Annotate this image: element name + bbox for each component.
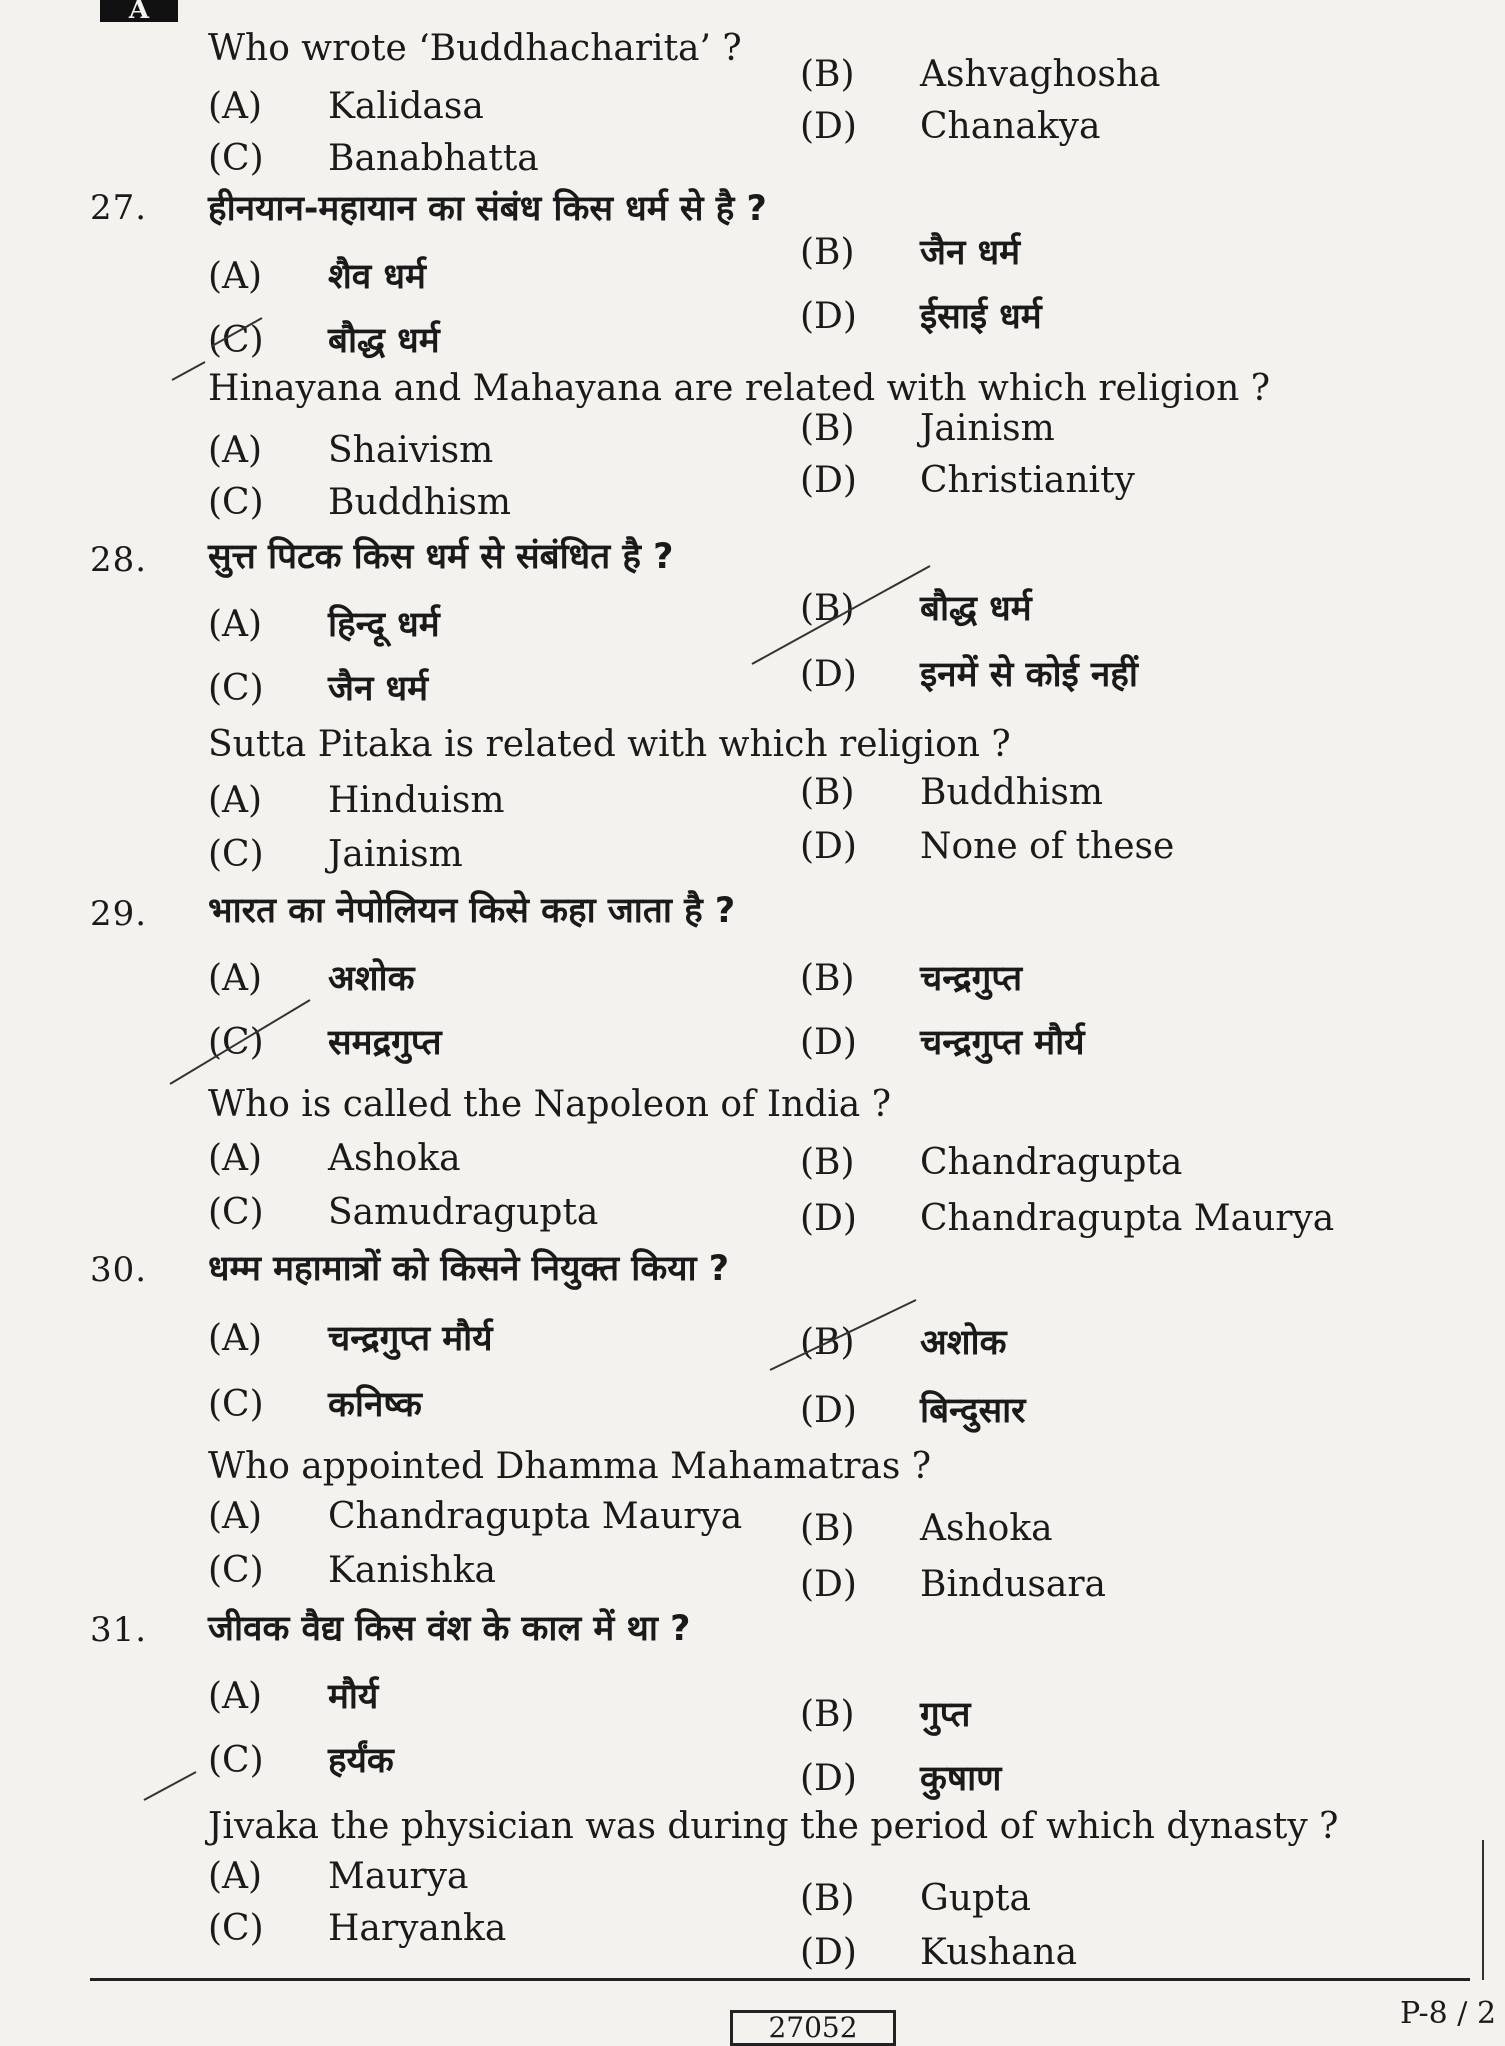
- booklet-code: 27052: [730, 2010, 896, 2046]
- option-text: कुषाण: [920, 1759, 1002, 1799]
- option-label: (D): [800, 654, 857, 695]
- option-label: (C): [208, 1192, 264, 1233]
- q26-stem-en: Who wrote ‘Buddhacharita’ ?: [208, 28, 742, 69]
- option-label: (B): [800, 772, 855, 813]
- option-label: (B): [800, 1878, 855, 1919]
- option-text: कनिष्क: [328, 1385, 422, 1425]
- q31-stem-en: Jivaka the physician was during the period of which dynasty ?: [208, 1806, 1339, 1847]
- option-label: (C): [208, 1550, 264, 1591]
- q30-stem-en: Who appointed Dhamma Mahamatras ?: [208, 1446, 932, 1487]
- page-number: P-8 / 2: [1400, 1996, 1497, 2031]
- option-label: (C): [208, 138, 264, 179]
- option-text: बौद्ध धर्म: [920, 589, 1032, 629]
- tick-mark-q30: [770, 1300, 916, 1370]
- option-label: (C): [208, 834, 264, 875]
- option-label: (C): [208, 1740, 264, 1781]
- tick-mark-q27: [212, 318, 262, 346]
- option-text: Banabhatta: [328, 138, 539, 179]
- option-text: बौद्ध धर्म: [328, 321, 440, 361]
- option-label: (B): [800, 54, 855, 95]
- option-text: चन्द्रगुप्त: [920, 959, 1023, 999]
- option-text: Samudragupta: [328, 1192, 599, 1233]
- option-label: (A): [208, 1676, 263, 1717]
- option-text: Kushana: [920, 1932, 1078, 1973]
- q29-stem-en: Who is called the Napoleon of India ?: [208, 1084, 891, 1125]
- option-label: (B): [800, 588, 855, 629]
- option-label: (D): [800, 1022, 857, 1063]
- option-label: (C): [208, 1022, 264, 1063]
- option-text: Gupta: [920, 1878, 1031, 1919]
- option-label: (C): [208, 482, 264, 523]
- option-label: (C): [208, 1384, 264, 1425]
- option-text: Maurya: [328, 1856, 469, 1897]
- tick-mark-q27-margin: [172, 362, 205, 380]
- option-text: हर्यंक: [328, 1741, 394, 1781]
- option-text: Bindusara: [920, 1564, 1106, 1605]
- option-text: शैव धर्म: [328, 257, 426, 297]
- option-label: (C): [208, 1908, 264, 1949]
- option-label: (D): [800, 296, 857, 337]
- option-text: Buddhism: [328, 482, 512, 523]
- option-text: समद्रगुप्त: [328, 1023, 442, 1063]
- option-label: (C): [208, 320, 264, 361]
- option-text: Chandragupta Maurya: [328, 1496, 743, 1537]
- option-label: (D): [800, 106, 857, 147]
- option-label: (D): [800, 826, 857, 867]
- q31-stem-hi: जीवक वैद्य किस वंश के काल में था ?: [208, 1609, 691, 1649]
- option-label: (A): [208, 780, 263, 821]
- option-label: (A): [208, 958, 263, 999]
- option-label: (D): [800, 1758, 857, 1799]
- option-text: हिन्दू धर्म: [328, 605, 440, 645]
- option-text: Kalidasa: [328, 86, 484, 127]
- option-text: मौर्य: [328, 1677, 379, 1717]
- option-label: (A): [208, 1496, 263, 1537]
- option-label: (B): [800, 408, 855, 449]
- option-label: (B): [800, 1694, 855, 1735]
- footer-rule: [90, 1978, 1470, 1981]
- option-label: (B): [800, 958, 855, 999]
- q31-number: 31.: [90, 1610, 148, 1650]
- option-label: (B): [800, 1508, 855, 1549]
- option-text: Hinduism: [328, 780, 505, 821]
- q28-stem-hi: सुत्त पिटक किस धर्म से संबंधित है ?: [208, 537, 674, 577]
- option-text: ईसाई धर्म: [920, 297, 1042, 337]
- option-label: (A): [208, 86, 263, 127]
- option-text: अशोक: [328, 959, 415, 999]
- option-text: चन्द्रगुप्त मौर्य: [328, 1319, 493, 1359]
- option-text: Ashoka: [920, 1508, 1053, 1549]
- option-text: Chandragupta Maurya: [920, 1198, 1335, 1239]
- set-label-badge: A: [100, 0, 178, 22]
- option-label: (A): [208, 604, 263, 645]
- option-text: Ashvaghosha: [920, 54, 1161, 95]
- q28-number: 28.: [90, 540, 148, 580]
- option-text: जैन धर्म: [328, 669, 429, 709]
- option-label: (B): [800, 1142, 855, 1183]
- option-label: (A): [208, 1318, 263, 1359]
- option-text: गुप्त: [920, 1695, 971, 1735]
- q27-stem-en: Hinayana and Mahayana are related with which religion ?: [208, 368, 1271, 409]
- option-label: (B): [800, 1322, 855, 1363]
- option-text: None of these: [920, 826, 1175, 867]
- page-edge-line: [1482, 1840, 1484, 1980]
- q29-number: 29.: [90, 894, 148, 934]
- option-text: जैन धर्म: [920, 233, 1021, 273]
- option-label: (A): [208, 430, 263, 471]
- option-text: Chanakya: [920, 106, 1101, 147]
- q27-number: 27.: [90, 188, 148, 228]
- q30-stem-hi: धम्म महामात्रों को किसने नियुक्त किया ?: [208, 1249, 730, 1289]
- option-label: (D): [800, 1564, 857, 1605]
- q30-number: 30.: [90, 1250, 148, 1290]
- option-label: (A): [208, 1856, 263, 1897]
- option-label: (A): [208, 256, 263, 297]
- option-label: (D): [800, 460, 857, 501]
- option-label: (A): [208, 1138, 263, 1179]
- option-label: (D): [800, 1932, 857, 1973]
- option-text: Kanishka: [328, 1550, 496, 1591]
- option-text: अशोक: [920, 1323, 1007, 1363]
- option-label: (D): [800, 1390, 857, 1431]
- option-text: चन्द्रगुप्त मौर्य: [920, 1023, 1085, 1063]
- option-text: Buddhism: [920, 772, 1104, 813]
- option-label: (B): [800, 232, 855, 273]
- option-label: (C): [208, 668, 264, 709]
- option-text: Christianity: [920, 460, 1135, 501]
- option-text: Shaivism: [328, 430, 494, 471]
- option-text: Jainism: [328, 834, 463, 875]
- option-text: इनमें से कोई नहीं: [920, 655, 1138, 695]
- tick-mark-q28: [752, 566, 930, 664]
- tick-mark-q29: [170, 1000, 310, 1084]
- option-text: Haryanka: [328, 1908, 507, 1949]
- tick-mark-q31: [144, 1772, 196, 1800]
- q27-stem-hi: हीनयान-महायान का संबंध किस धर्म से है ?: [208, 189, 767, 229]
- option-text: Chandragupta: [920, 1142, 1183, 1183]
- option-text: Ashoka: [328, 1138, 461, 1179]
- option-text: बिन्दुसार: [920, 1391, 1026, 1431]
- option-label: (D): [800, 1198, 857, 1239]
- option-text: Jainism: [920, 408, 1055, 449]
- q28-stem-en: Sutta Pitaka is related with which religion ?: [208, 724, 1011, 765]
- q29-stem-hi: भारत का नेपोलियन किसे कहा जाता है ?: [208, 891, 736, 931]
